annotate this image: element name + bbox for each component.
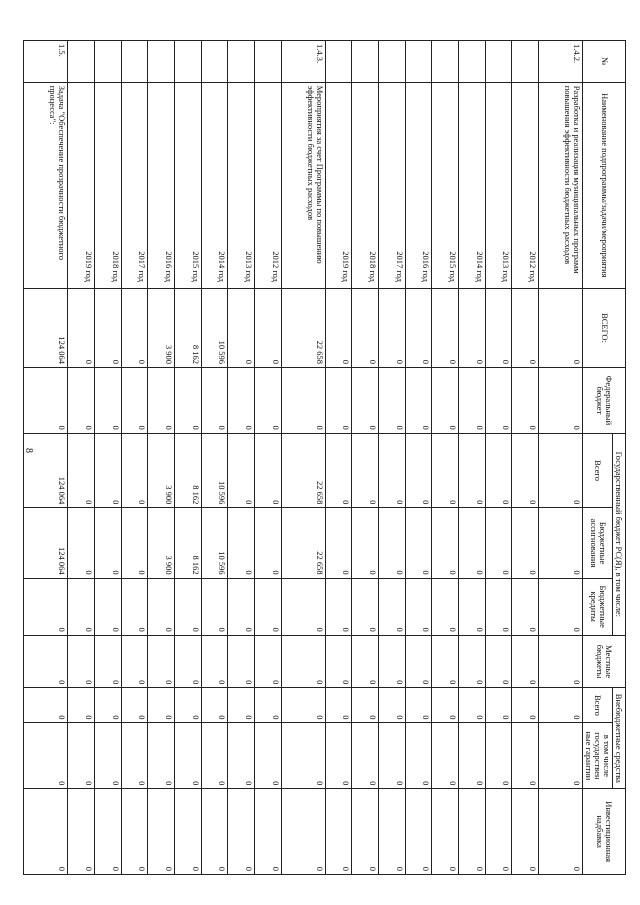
value-cell: 0: [68, 433, 95, 508]
value-cell: 0: [352, 723, 379, 789]
row-number: [432, 41, 459, 83]
value-cell: 0: [432, 433, 459, 508]
value-cell: 0: [228, 723, 255, 789]
row-number: [485, 41, 512, 83]
table-row: [459, 41, 486, 875]
value-cell: 0: [68, 288, 95, 367]
header-invest: Инвестиционная надбавка: [583, 789, 626, 875]
budget-table: [23, 40, 626, 875]
value-cell: 8 162: [175, 433, 202, 508]
value-cell: 0: [175, 635, 202, 688]
row-year: 2019 год: [325, 82, 352, 288]
value-cell: 0: [485, 723, 512, 789]
value-cell: 0: [352, 635, 379, 688]
row-number: [459, 41, 486, 83]
table-row: [325, 41, 352, 875]
table-row: [379, 41, 406, 875]
value-cell: 0: [539, 367, 583, 433]
value-cell: 0: [405, 367, 432, 433]
value-cell: 0: [228, 288, 255, 367]
value-cell: 0: [255, 723, 282, 789]
value-cell: 0: [459, 433, 486, 508]
header-off-guar: в том числе государствен ные гарантии: [583, 723, 613, 789]
value-cell: 0: [68, 367, 95, 433]
value-cell: 0: [405, 635, 432, 688]
value-cell: 0: [512, 789, 539, 875]
value-cell: 0: [379, 789, 406, 875]
row-number: [512, 41, 539, 83]
value-cell: 0: [24, 688, 68, 723]
value-cell: 0: [68, 508, 95, 578]
value-cell: 0: [281, 688, 325, 723]
value-cell: 0: [121, 789, 148, 875]
value-cell: 0: [379, 433, 406, 508]
value-cell: 0: [68, 789, 95, 875]
value-cell: 0: [201, 578, 228, 635]
header-offbudget: Внебюджетные средства: [613, 688, 626, 789]
row-number: 1.5.: [24, 41, 68, 83]
value-cell: 0: [95, 578, 122, 635]
value-cell: 0: [352, 367, 379, 433]
value-cell: 0: [255, 688, 282, 723]
value-cell: 0: [175, 688, 202, 723]
value-cell: 0: [432, 723, 459, 789]
value-cell: 0: [325, 635, 352, 688]
value-cell: 0: [281, 635, 325, 688]
table-row: [175, 41, 202, 875]
value-cell: 0: [539, 688, 583, 723]
value-cell: 10 596: [201, 288, 228, 367]
value-cell: 0: [325, 433, 352, 508]
value-cell: 0: [405, 688, 432, 723]
value-cell: 0: [325, 688, 352, 723]
value-cell: 0: [459, 288, 486, 367]
value-cell: 0: [201, 367, 228, 433]
value-cell: 0: [228, 578, 255, 635]
header-state-assign: Бюджетные ассигнования: [583, 508, 613, 578]
value-cell: 0: [95, 433, 122, 508]
value-cell: 22 658: [281, 433, 325, 508]
value-cell: 3 900: [148, 288, 175, 367]
header-name: Наименование подпрограммы/задачи/мероприятия: [583, 82, 626, 288]
value-cell: 0: [432, 635, 459, 688]
value-cell: 0: [68, 688, 95, 723]
header-off-total: Всего: [583, 688, 613, 723]
value-cell: 0: [352, 508, 379, 578]
value-cell: 0: [379, 508, 406, 578]
value-cell: 0: [201, 635, 228, 688]
value-cell: 0: [95, 789, 122, 875]
value-cell: 0: [228, 688, 255, 723]
value-cell: 0: [379, 578, 406, 635]
value-cell: 0: [352, 789, 379, 875]
value-cell: 0: [201, 789, 228, 875]
value-cell: 0: [405, 723, 432, 789]
value-cell: 0: [485, 288, 512, 367]
value-cell: 0: [228, 789, 255, 875]
value-cell: 0: [255, 288, 282, 367]
table-row: [512, 41, 539, 875]
value-cell: 0: [539, 578, 583, 635]
value-cell: 0: [325, 367, 352, 433]
value-cell: 0: [68, 723, 95, 789]
row-number: 1.4.2.: [539, 41, 583, 83]
value-cell: 0: [255, 578, 282, 635]
header-federal: Федеральный бюджет: [583, 367, 626, 433]
value-cell: 0: [379, 723, 406, 789]
table-row: [485, 41, 512, 875]
value-cell: 10 596: [201, 433, 228, 508]
value-cell: 0: [95, 288, 122, 367]
value-cell: 0: [175, 723, 202, 789]
document-sheet: [48, 40, 626, 875]
value-cell: 124 064: [24, 433, 68, 508]
row-year: 2012 год: [512, 82, 539, 288]
table-row: [95, 41, 122, 875]
row-number: [255, 41, 282, 83]
value-cell: 0: [121, 723, 148, 789]
value-cell: 8 162: [175, 508, 202, 578]
value-cell: 0: [379, 288, 406, 367]
value-cell: 0: [148, 578, 175, 635]
value-cell: 0: [255, 367, 282, 433]
table-row: [228, 41, 255, 875]
value-cell: 0: [485, 635, 512, 688]
value-cell: 0: [405, 288, 432, 367]
header-no: №: [583, 41, 626, 83]
value-cell: 0: [201, 688, 228, 723]
value-cell: 0: [175, 367, 202, 433]
value-cell: 0: [459, 789, 486, 875]
value-cell: 0: [459, 688, 486, 723]
value-cell: 0: [24, 367, 68, 433]
value-cell: 0: [539, 433, 583, 508]
value-cell: 0: [148, 789, 175, 875]
value-cell: 0: [512, 508, 539, 578]
value-cell: 0: [485, 367, 512, 433]
rotated-table-container: [48, 40, 626, 875]
row-year: 2015 год: [432, 82, 459, 288]
table-row: [148, 41, 175, 875]
value-cell: 0: [352, 688, 379, 723]
value-cell: 0: [432, 288, 459, 367]
value-cell: 0: [121, 688, 148, 723]
row-number: 1.4.3.: [281, 41, 325, 83]
value-cell: 0: [485, 508, 512, 578]
value-cell: 0: [121, 288, 148, 367]
table-header: [583, 41, 626, 875]
value-cell: 0: [95, 688, 122, 723]
value-cell: 0: [512, 433, 539, 508]
value-cell: 0: [148, 688, 175, 723]
value-cell: 0: [432, 508, 459, 578]
value-cell: 0: [512, 288, 539, 367]
value-cell: 0: [325, 578, 352, 635]
value-cell: 0: [281, 578, 325, 635]
row-number: [95, 41, 122, 83]
value-cell: 0: [228, 433, 255, 508]
value-cell: 8 162: [175, 288, 202, 367]
value-cell: 0: [121, 578, 148, 635]
value-cell: 3 900: [148, 433, 175, 508]
value-cell: 0: [405, 433, 432, 508]
row-year: 2017 год: [379, 82, 406, 288]
value-cell: 0: [24, 578, 68, 635]
table-row: [405, 41, 432, 875]
value-cell: 0: [512, 578, 539, 635]
value-cell: 0: [148, 723, 175, 789]
value-cell: 0: [121, 635, 148, 688]
table-row: [432, 41, 459, 875]
value-cell: 0: [432, 367, 459, 433]
value-cell: 0: [432, 688, 459, 723]
value-cell: 0: [352, 288, 379, 367]
row-year: 2019 год: [68, 82, 95, 288]
row-number: [201, 41, 228, 83]
value-cell: 0: [325, 723, 352, 789]
value-cell: 0: [175, 578, 202, 635]
table-body: [24, 41, 583, 875]
row-year: 2015 год: [175, 82, 202, 288]
value-cell: 22 658: [281, 508, 325, 578]
value-cell: 0: [539, 723, 583, 789]
header-total: ВСЕГО:: [583, 288, 626, 367]
row-year: 2016 год: [405, 82, 432, 288]
page-number: 8: [23, 448, 34, 453]
value-cell: 0: [121, 433, 148, 508]
value-cell: 0: [228, 635, 255, 688]
value-cell: 0: [379, 367, 406, 433]
value-cell: 0: [24, 723, 68, 789]
value-cell: 0: [281, 367, 325, 433]
row-year: 2018 год: [352, 82, 379, 288]
value-cell: 0: [228, 367, 255, 433]
value-cell: 124 064: [24, 288, 68, 367]
value-cell: 0: [485, 688, 512, 723]
row-number: [228, 41, 255, 83]
header-state-credits: Бюджетные кредиты: [583, 578, 613, 635]
row-year: 2018 год: [95, 82, 122, 288]
value-cell: 0: [68, 578, 95, 635]
row-year: 2017 год: [121, 82, 148, 288]
value-cell: 0: [255, 635, 282, 688]
row-year: 2012 год: [255, 82, 282, 288]
value-cell: 0: [95, 723, 122, 789]
value-cell: 0: [325, 508, 352, 578]
value-cell: 0: [281, 789, 325, 875]
value-cell: 0: [121, 367, 148, 433]
value-cell: 0: [405, 789, 432, 875]
value-cell: 0: [95, 635, 122, 688]
row-name: Разработка и реализация муниципальных программ повышения эффективности бюджетных расходов: [539, 82, 583, 288]
row-year: 2013 год: [228, 82, 255, 288]
value-cell: 0: [405, 508, 432, 578]
table-row: [281, 41, 325, 875]
value-cell: 0: [352, 578, 379, 635]
row-number: [68, 41, 95, 83]
header-state-total: Всего: [583, 433, 613, 508]
value-cell: 0: [352, 433, 379, 508]
row-number: [352, 41, 379, 83]
row-number: [148, 41, 175, 83]
value-cell: 124 064: [24, 508, 68, 578]
value-cell: 0: [459, 635, 486, 688]
value-cell: 0: [121, 508, 148, 578]
value-cell: 0: [512, 688, 539, 723]
value-cell: 0: [228, 508, 255, 578]
value-cell: 0: [539, 288, 583, 367]
value-cell: 0: [432, 789, 459, 875]
value-cell: 0: [95, 508, 122, 578]
row-number: [379, 41, 406, 83]
row-name: Мероприятия за счет Программы по повышению эффективности бюджетных расходов: [281, 82, 325, 288]
value-cell: 0: [379, 635, 406, 688]
row-number: [121, 41, 148, 83]
value-cell: 10 596: [201, 508, 228, 578]
value-cell: 0: [459, 723, 486, 789]
row-number: [325, 41, 352, 83]
value-cell: 0: [325, 789, 352, 875]
row-number: [405, 41, 432, 83]
value-cell: 0: [459, 367, 486, 433]
row-year: 2014 год: [459, 82, 486, 288]
value-cell: 0: [255, 508, 282, 578]
value-cell: 0: [24, 789, 68, 875]
value-cell: 0: [459, 508, 486, 578]
row-year: 2013 год: [485, 82, 512, 288]
value-cell: 22 658: [281, 288, 325, 367]
value-cell: 0: [148, 367, 175, 433]
value-cell: 0: [539, 789, 583, 875]
value-cell: 0: [281, 723, 325, 789]
table-row: [24, 41, 68, 875]
value-cell: 0: [255, 789, 282, 875]
value-cell: 0: [432, 578, 459, 635]
row-year: 2016 год: [148, 82, 175, 288]
value-cell: 0: [485, 578, 512, 635]
table-row: [352, 41, 379, 875]
table-row: [255, 41, 282, 875]
value-cell: 0: [148, 635, 175, 688]
table-row: [121, 41, 148, 875]
header-local: Местные бюджеты: [583, 635, 626, 688]
table-row: [201, 41, 228, 875]
value-cell: 0: [68, 635, 95, 688]
value-cell: 0: [539, 508, 583, 578]
value-cell: 0: [24, 635, 68, 688]
value-cell: 0: [379, 688, 406, 723]
value-cell: 0: [512, 635, 539, 688]
value-cell: 0: [201, 723, 228, 789]
value-cell: 0: [175, 789, 202, 875]
value-cell: 0: [255, 433, 282, 508]
value-cell: 0: [485, 433, 512, 508]
value-cell: 0: [485, 789, 512, 875]
value-cell: 0: [512, 367, 539, 433]
value-cell: 0: [512, 723, 539, 789]
header-state-budget: Государственный бюджет РС(Я), в том числе:: [613, 433, 626, 635]
table-row: [68, 41, 95, 875]
table-row: [539, 41, 583, 875]
row-number: [175, 41, 202, 83]
value-cell: 3 900: [148, 508, 175, 578]
value-cell: 0: [405, 578, 432, 635]
value-cell: 0: [325, 288, 352, 367]
row-year: 2014 год: [201, 82, 228, 288]
row-name: Задача "Обеспечение прозрачности бюджетного процесса":: [24, 82, 68, 288]
value-cell: 0: [459, 578, 486, 635]
value-cell: 0: [539, 635, 583, 688]
value-cell: 0: [95, 367, 122, 433]
